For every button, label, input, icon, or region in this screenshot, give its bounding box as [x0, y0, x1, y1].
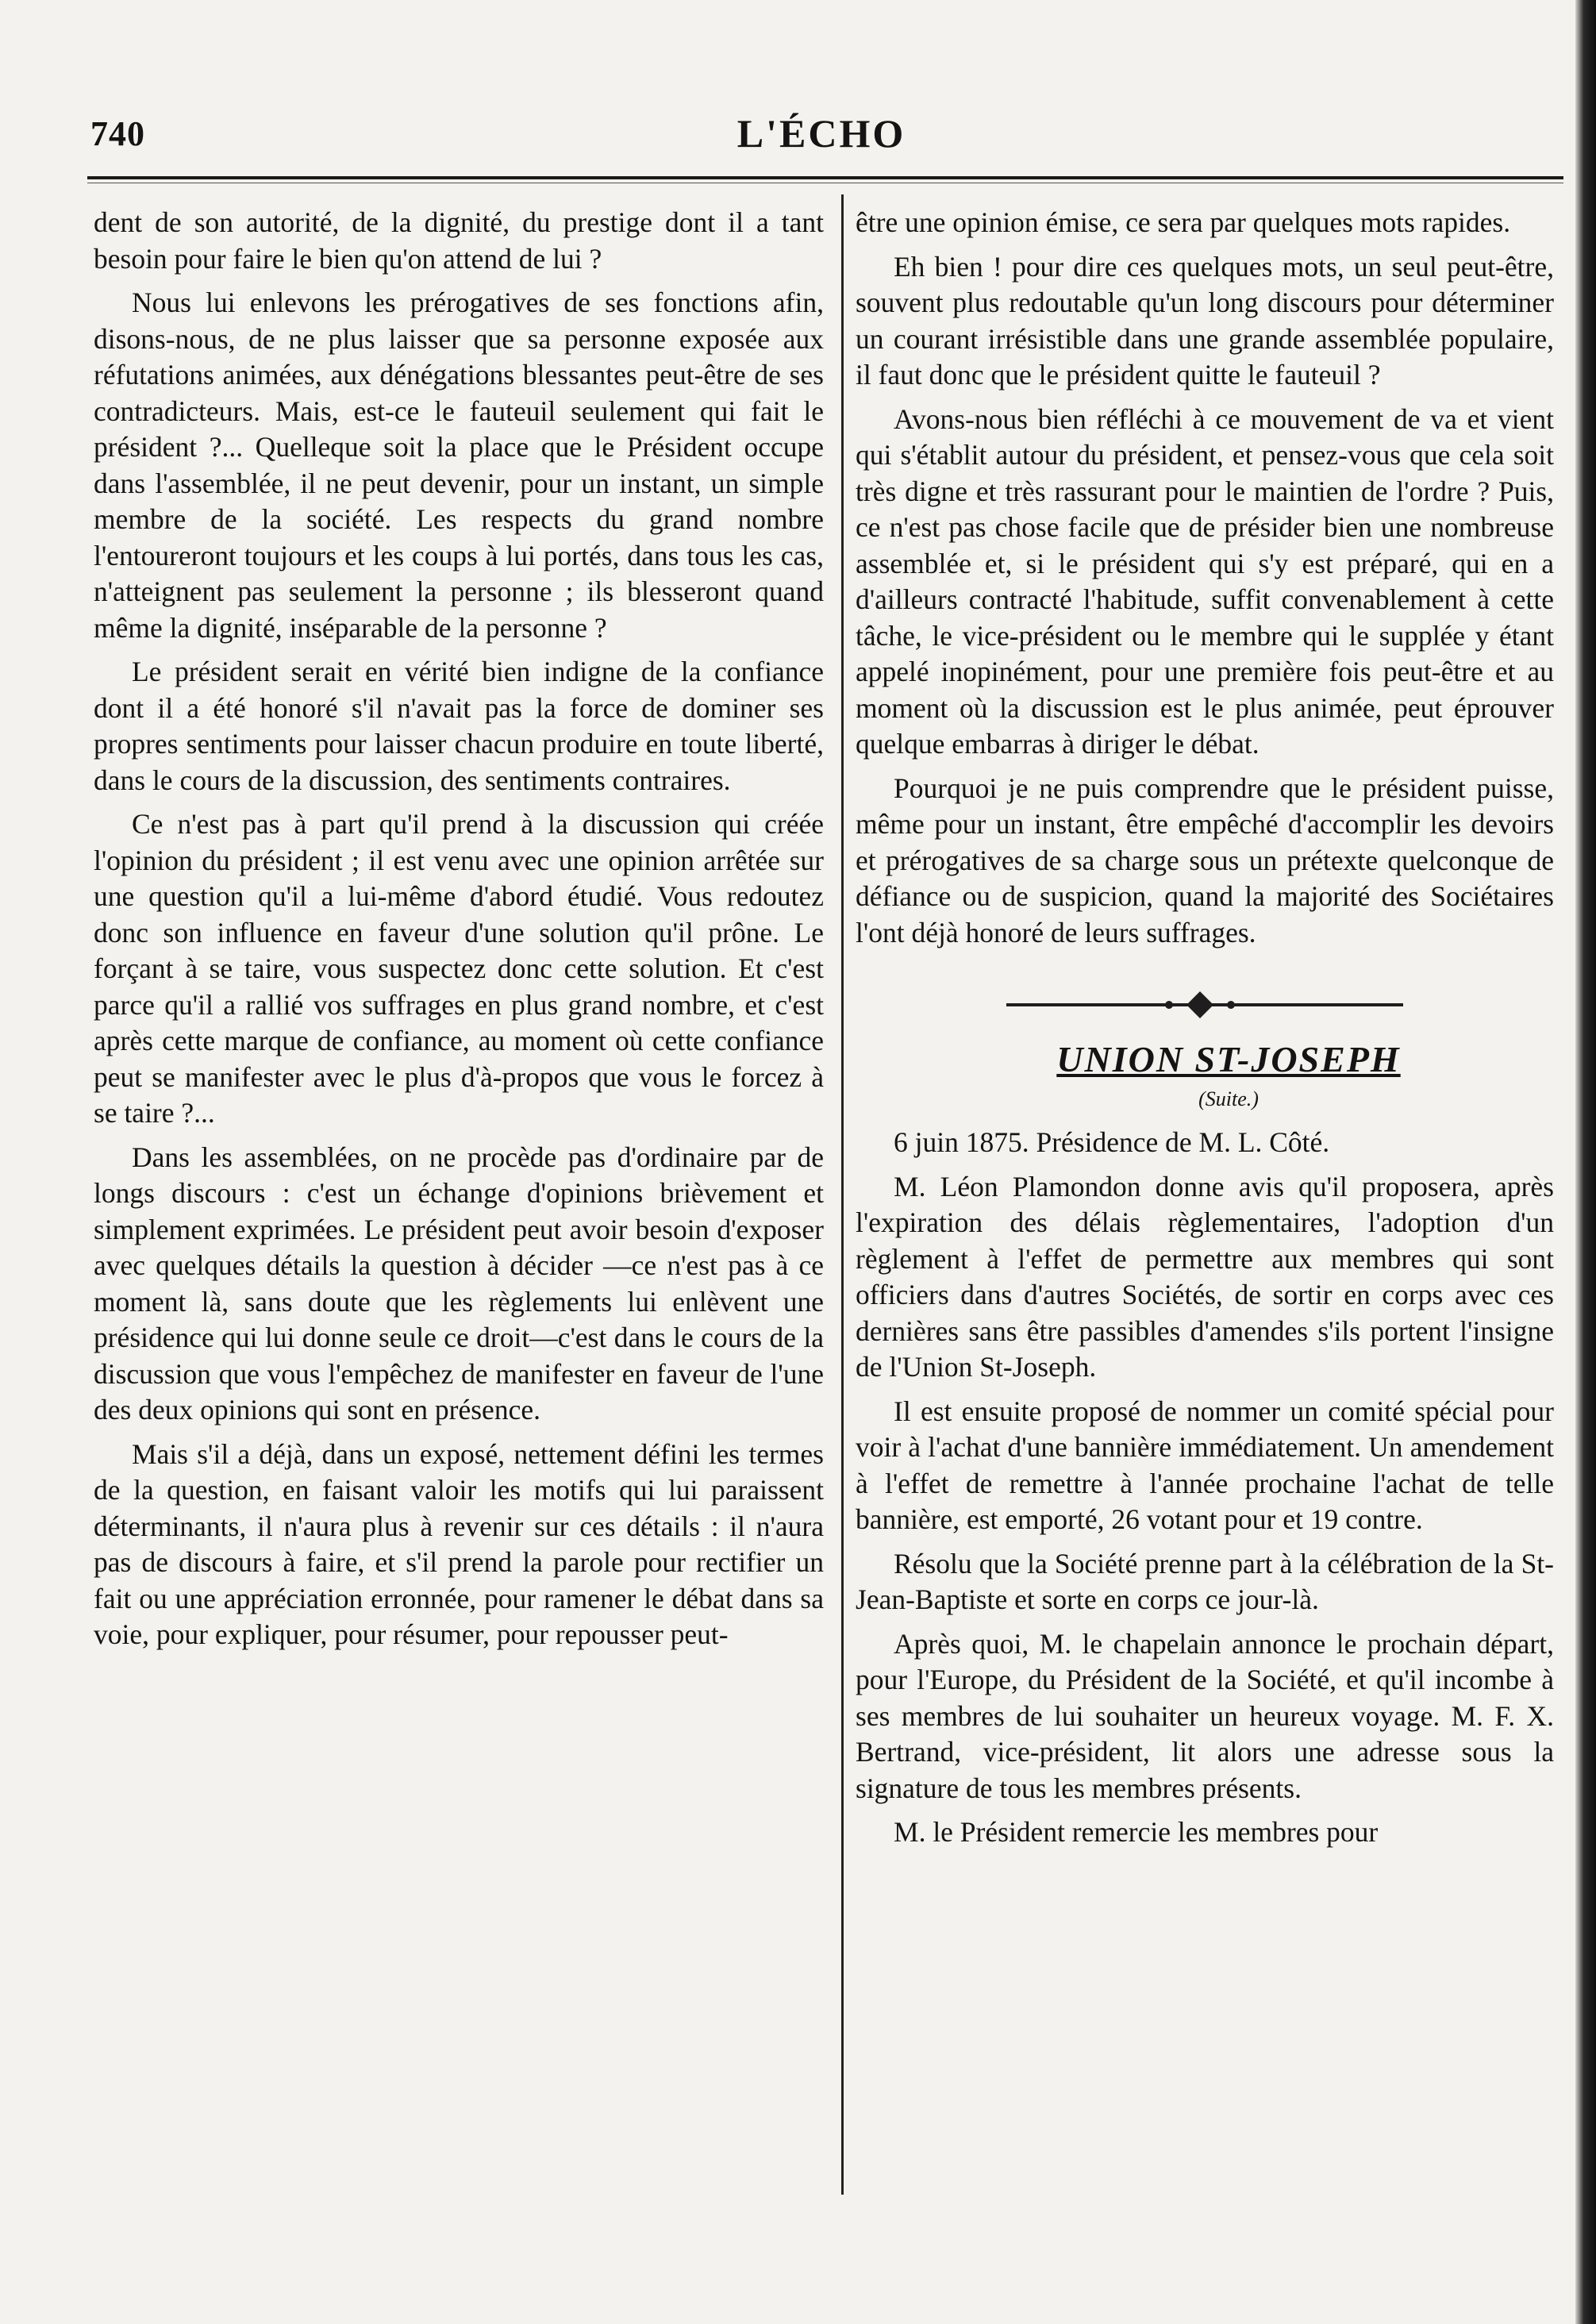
- section-paragraph: Il est ensuite proposé de nommer un comité spécial pour voir à l'achat d'une bannière immédiatement. Un amendement à l'effet de remettre à l'année prochaine l'achat de telle bannière, est emporté, 26 votant pour et 19 contre.: [856, 1395, 1554, 1535]
- header-rule: [87, 176, 1563, 179]
- right-paragraph: être une opinion émise, ce sera par quelques mots rapides.: [856, 206, 1511, 238]
- scan-edge-shadow: [1575, 0, 1596, 2324]
- section-paragraph: M. le Président remercie les membres pour: [894, 1816, 1379, 1848]
- left-paragraph: dent de son autorité, de la dignité, du prestige dont il a tant besoin pour faire le bien qu'on attend de lui ?: [94, 206, 824, 275]
- left-paragraph: Mais s'il a déjà, dans un exposé, nettement défini les termes de la question, en faisant valoir les motifs qui lui paraissent déterminants, il n'aura plus à revenir sur ces détails : il n'aura pas de discours à faire, et s'il prend la parole pour rectifier un fait ou une appréciation erronnée, pour ramener le débat dans sa voie, pour expliquer, pour résumer, pour repousser peut-: [94, 1437, 824, 1650]
- page-title: L'ÉCHO: [736, 111, 906, 156]
- right-paragraph: Avons-nous bien réfléchi à ce mouvement de va et vient qui s'établit autour du président, et pensez-vous que cela soit très digne et très rassurant pour le maintien de l'ordre ? Puis, ce n'est pas chose facile que de présider bien une nombreuse assemblée et, si le président qui s'y est préparé, qui en a d'ailleurs contracté l'habitude, suffit convenablement à cette tâche, le vice-président ou le membre qui le supplée y étant appelé inopinément, pour une première fois peut-être et au moment où la discussion est le plus animée, peut éprouver quelque embarras à diriger le débat.: [856, 402, 1554, 760]
- section-separator-ornament: [856, 989, 1554, 1021]
- left-paragraph: Nous lui enlevons les prérogatives de ses fonctions afin, disons-nous, de ne plus laisser que sa personne exposée aux réfutations animées, aux dénégations blessantes peut-être de ses contradicteurs. Mais, est-ce le fauteuil seulement qui fait le président ?... Quelleque soit la place que le Président occupe dans l'assemblée, il ne peut devenir, pour un instant, un simple membre de la société. Les respects du grand nombre l'entoureront toujours et les coups à lui portés, dans tous les cas, n'atteignent pas seulement la personne ; ils blesseront quand même la dignité, inséparable de la personne ?: [94, 287, 824, 644]
- page-number: 740: [90, 114, 145, 153]
- right-column: [856, 205, 1554, 1859]
- section-subtitle: (Suite.): [1198, 1087, 1259, 1110]
- left-paragraph: Ce n'est pas à part qu'il prend à la discussion qui créée l'opinion du président ; il est venu avec une opinion arrêtée sur une question qu'il a lui-même d'abord étudié. Vous redoutez donc son influence en faveur d'une solution qu'il prône. Le forçant à se taire, vous suspectez donc cette solution. Et c'est parce qu'il a rallié vos suffrages en plus grand nombre, et c'est après cette marque de confiance, au moment où cette confiance peut se manifester avec le plus d'à-propos que vous le forcez à se taire ?...: [94, 808, 824, 1129]
- page-header: [79, 107, 1563, 163]
- section-title: UNION ST-JOSEPH: [1056, 1039, 1401, 1079]
- left-paragraph: Le président serait en vérité bien indigne de la confiance dont il a été honoré s'il n'avait pas la force de dominer ses propres sentiments pour laisser chacun produire en toute liberté, dans le cours de la discussion, des sentiments contraires.: [94, 656, 824, 796]
- section-paragraph: Après quoi, M. le chapelain annonce le prochain départ, pour l'Europe, du Président de la Société, et qu'il incombe à ses membres de lui souhaiter un heureux voyage. M. F. X. Bertrand, vice-président, lit alors une adresse sous la signature de tous les membres présents.: [856, 1627, 1554, 1804]
- left-paragraph: Dans les assemblées, on ne procède pas d'ordinaire par de longs discours : c'est un échange d'opinions brièvement et simplement exprimées. Le président peut avoir besoin d'exposer avec quelques détails la question à décider —ce n'est pas à ce moment là, sans doute que les règlements lui enlèvent une présidence qui lui donne seule ce droit—c'est dans le cours de la discussion que vous l'empêchez de manifester en faveur de l'une des deux opinions qui sont en présence.: [94, 1141, 824, 1426]
- section-paragraph: 6 juin 1875. Présidence de M. L. Côté.: [894, 1126, 1330, 1158]
- right-paragraph: Eh bien ! pour dire ces quelques mots, un seul peut-être, souvent plus redoutable qu'un long discours pour déterminer un courant irrésistible dans une grande assemblée populaire, il faut donc que le président quitte le fauteuil ?: [856, 250, 1554, 391]
- column-divider: [841, 194, 844, 2195]
- right-paragraph: Pourquoi je ne puis comprendre que le président puisse, même pour un instant, être empêché d'accomplir les devoirs et prérogatives de sa charge sous un prétexte quelconque de défiance ou de suspicion, quand la majorité des Sociétaires l'ont déjà honoré de leurs suffrages.: [856, 771, 1554, 948]
- left-column: [94, 205, 824, 1661]
- section-paragraph: M. Léon Plamondon donne avis qu'il proposera, après l'expiration des délais règlementaires, l'adoption d'un règlement à l'effet de permettre aux membres qui sont officiers dans d'autres Sociétés, de sortir en corps avec ces dernières sans être passibles d'amendes s'ils portent l'insigne de l'Union St-Joseph.: [856, 1170, 1554, 1383]
- section-paragraph: Résolu que la Société prenne part à la célébration de la St-Jean-Baptiste et sorte en corps ce jour-là.: [856, 1547, 1554, 1615]
